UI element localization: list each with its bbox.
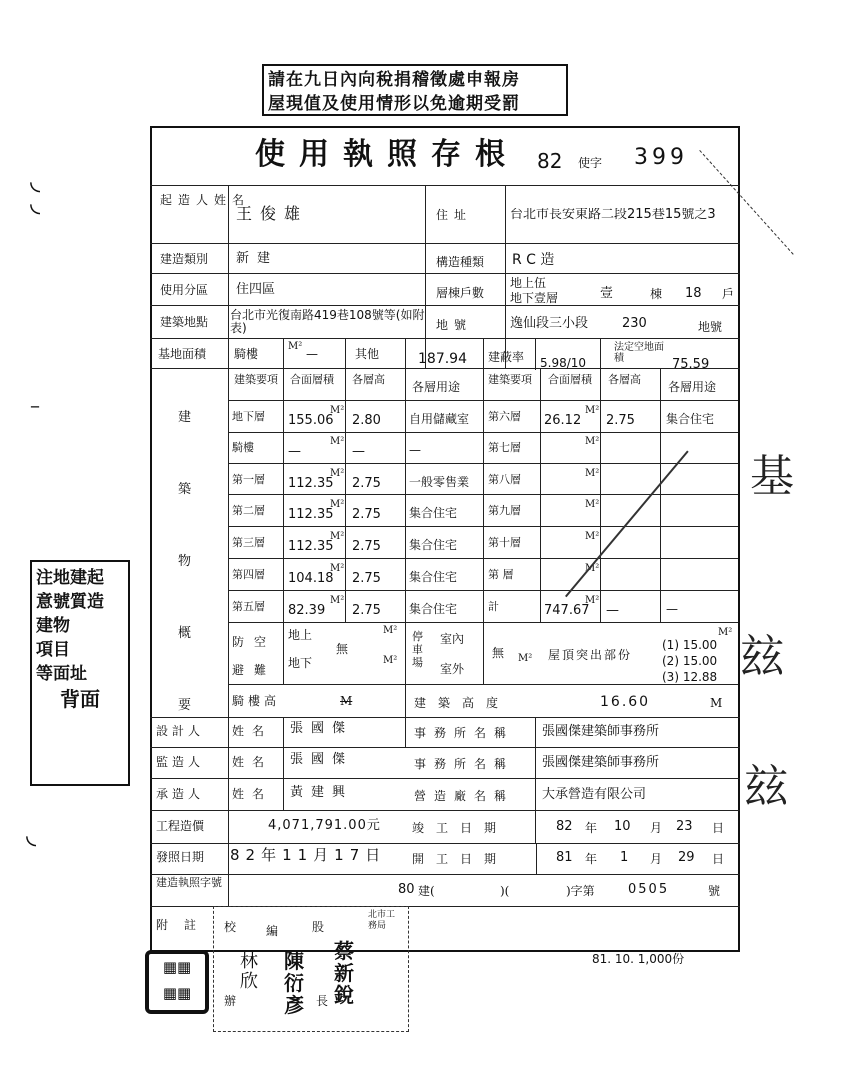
permit-no-suffix: 號 xyxy=(708,884,721,898)
roof-height-2: (2) 15.00 xyxy=(662,654,718,668)
other-area: 187.94 xyxy=(418,351,467,367)
completion-day: 23 xyxy=(676,819,693,834)
contractor-name-label: 姓名 xyxy=(232,787,273,801)
floor-use-left: 自用儲藏室 xyxy=(409,412,470,426)
margin-mark-1: 基 xyxy=(750,451,794,502)
floor-area-right: 26.12 xyxy=(544,413,582,428)
col-area-head-left: 合面層積 xyxy=(290,373,334,386)
office-seal-text: 北市工務局 xyxy=(368,910,396,931)
roof-height-3: (3) 12.88 xyxy=(662,670,718,684)
household-unit: 戶 xyxy=(722,287,735,301)
floor-height-left: 2.75 xyxy=(352,507,381,522)
floor-area-unit-left: M² xyxy=(330,563,345,574)
completion-day-unit: 日 xyxy=(712,821,725,835)
parking-label: 停車場 xyxy=(412,630,423,669)
start-day: 29 xyxy=(678,850,695,865)
shelter-label: 防空避難 xyxy=(232,635,277,677)
site-area-label: 基地面積 xyxy=(158,347,207,361)
side-stamp-line-5: 等面址 xyxy=(36,664,87,684)
floor-name-right: 第九層 xyxy=(488,504,521,517)
arcade-area-label: 騎樓 xyxy=(234,347,259,361)
notice-line-1: 請在九日內向稅捐稽徵處申報房 xyxy=(268,70,520,90)
permit-number: 399 xyxy=(634,145,688,170)
supervisor-label: 監造人 xyxy=(156,755,205,769)
signature-2: 陳衍彥 xyxy=(284,949,304,1017)
floor-use-right: 集合住宅 xyxy=(666,412,715,426)
floor-use-left: — xyxy=(409,443,421,457)
floor-height-left: 2.75 xyxy=(352,603,381,618)
structure-type: R C 造 xyxy=(512,252,555,268)
parking-indoor-label: 室內 xyxy=(440,632,465,646)
floor-name-left: 地下層 xyxy=(232,410,265,423)
floor-name-left: 第二層 xyxy=(232,504,265,517)
shelter-unit-1: M² xyxy=(383,625,398,636)
floor-area-left: 112.35 xyxy=(288,539,334,554)
floor-name-right: 第十層 xyxy=(488,536,521,549)
land-number-label: 地號 xyxy=(436,318,473,332)
floor-area-unit-right: M² xyxy=(585,468,600,479)
start-year-unit: 年 xyxy=(585,852,598,866)
notice-side-stamp xyxy=(30,560,130,786)
parking-outdoor-label: 室外 xyxy=(440,662,465,676)
floor-name-left: 騎樓 xyxy=(232,441,254,454)
floor-name-left: 第五層 xyxy=(232,600,265,613)
completion-month-unit: 月 xyxy=(650,821,663,835)
remarks-label: 附註 xyxy=(156,918,213,932)
building-height-unit: M xyxy=(710,696,723,710)
floor-area-right: 747.67 xyxy=(544,603,590,618)
floor-name-right: 第七層 xyxy=(488,441,521,454)
applicant-label: 起造人姓名 xyxy=(160,193,251,207)
floor-area-unit-right: M² xyxy=(585,499,600,510)
floor-name-left: 第一層 xyxy=(232,473,265,486)
floor-height-left: 2.75 xyxy=(352,476,381,491)
construction-type: 新建 xyxy=(236,251,279,266)
floor-height-left: 2.75 xyxy=(352,539,381,554)
zoning-value: 住四區 xyxy=(236,282,276,297)
floor-height-left: 2.75 xyxy=(352,571,381,586)
supervisor-office-label: 事務所名稱 xyxy=(414,757,515,771)
margin-mark-2: 玆 xyxy=(740,631,784,682)
sig-label-b: 編 xyxy=(266,924,279,938)
arcade-height-label: 騎樓 xyxy=(232,694,265,708)
permit-no-year: 80 xyxy=(398,882,415,897)
zoning-label: 使用分區 xyxy=(160,283,209,297)
floor-use-left: 一般零售業 xyxy=(409,475,470,489)
floors-label: 層棟戶數 xyxy=(436,286,485,300)
floor-area-unit-left: M² xyxy=(330,531,345,542)
sig-label-c: 股 xyxy=(312,920,325,934)
sig-label-e: 辦 xyxy=(224,994,237,1008)
floor-area-left: 82.39 xyxy=(288,603,326,618)
page-title: 使用執照存根 xyxy=(255,137,519,172)
applicant-address: 台北市長安東路二段215巷15號之3 xyxy=(510,208,716,222)
building-height-value: 16.60 xyxy=(600,694,651,710)
section-label: 建築物概要 xyxy=(178,410,192,713)
designer-office-label: 事務所名稱 xyxy=(414,726,515,740)
permit-no-number: 0505 xyxy=(628,882,670,897)
site-address: 台北市光復南路419巷108號等(如附表) xyxy=(230,308,425,335)
official-seal-glyphs: ▦▦ ▦▦ xyxy=(162,958,192,1002)
punch-mark-1: ◟ xyxy=(30,166,41,196)
designer-name: 張國傑 xyxy=(290,721,354,736)
floor-area-unit-left: M² xyxy=(330,499,345,510)
floor-name-right: 計 xyxy=(488,600,499,613)
floor-area-left: 112.35 xyxy=(288,507,334,522)
floor-use-left: 集合住宅 xyxy=(409,538,458,552)
coverage-label: 建蔽率 xyxy=(488,350,525,364)
roof-label: 屋頂突出部份 xyxy=(548,648,633,662)
shelter-above-label: 地上 xyxy=(288,628,313,642)
completion-label: 竣工日期 xyxy=(412,821,509,835)
side-stamp-back: 背面 xyxy=(60,687,100,711)
designer-label: 設計人 xyxy=(156,724,205,738)
construction-type-label: 建造類別 xyxy=(160,252,209,266)
permit-word: 使字 xyxy=(578,156,603,170)
structure-label: 構造種類 xyxy=(436,255,485,269)
punch-mark-4: ◟ xyxy=(26,820,37,850)
permit-no-prefix: 建( xyxy=(418,884,435,898)
floor-area-left: 104.18 xyxy=(288,571,334,586)
floor-use-left: 集合住宅 xyxy=(409,570,458,584)
signature-3: 蔡新銳 xyxy=(334,939,354,1007)
address-label: 住址 xyxy=(436,208,473,222)
floor-name-left: 第四層 xyxy=(232,568,265,581)
contractor-name: 黃建興 xyxy=(290,785,354,800)
start-year: 81 xyxy=(556,850,573,865)
signature-1: 林欣 xyxy=(240,951,258,992)
completion-month: 10 xyxy=(614,819,631,834)
col-item-head-left: 建築要項 xyxy=(234,373,278,386)
land-number-suffix: 地號 xyxy=(698,320,723,334)
col-area-head-right: 合面層積 xyxy=(548,373,592,386)
household-count: 18 xyxy=(685,286,702,301)
permit-year: 82 xyxy=(537,149,563,173)
parking-value: 無 xyxy=(492,646,505,660)
cost-label: 工程造價 xyxy=(156,819,205,833)
shelter-below-label: 地下 xyxy=(288,656,313,670)
supervisor-office: 張國傑建築師事務所 xyxy=(542,755,660,770)
floor-area-unit-right: M² xyxy=(585,595,600,606)
start-month-unit: 月 xyxy=(650,852,663,866)
shelter-value: 無 xyxy=(336,642,349,656)
sig-label-a: 校 xyxy=(224,920,237,934)
floor-use-left: 集合住宅 xyxy=(409,602,458,616)
designer-office: 張國傑建築師事務所 xyxy=(542,724,660,739)
building-height-label: 建築高度 xyxy=(414,696,511,710)
side-stamp-line-4: 項目 xyxy=(36,640,70,660)
floor-name-right: 第 層 xyxy=(488,568,514,581)
floor-height-right: — xyxy=(606,603,619,618)
building-unit: 棟 xyxy=(650,287,663,301)
floor-name-left: 第三層 xyxy=(232,536,265,549)
unit-m2: M² xyxy=(288,341,303,352)
start-day-unit: 日 xyxy=(712,852,725,866)
arcade-height-value: M xyxy=(340,694,353,708)
floor-area-left: — xyxy=(288,444,301,459)
floor-name-right: 第八層 xyxy=(488,473,521,486)
permit-no-label: 建造執照字號 xyxy=(156,876,222,889)
arcade-area: — xyxy=(306,347,318,361)
start-label: 開工日期 xyxy=(412,852,509,866)
arcade-height-label-2: 高 xyxy=(264,694,277,708)
floors-above: 地上伍 xyxy=(510,276,547,290)
site-label: 建築地點 xyxy=(160,315,209,329)
col-item-head-right: 建築要項 xyxy=(488,373,532,386)
col-use-head-right: 各層用途 xyxy=(668,380,717,394)
side-stamp-line-3: 建物 xyxy=(36,616,70,636)
coverage-value: 5.98/10 xyxy=(540,356,587,370)
roof-height-1: (1) 15.00 xyxy=(662,638,718,652)
punch-mark-2: ◟ xyxy=(30,188,41,218)
building-count: 壹 xyxy=(600,286,614,301)
land-number: 230 xyxy=(622,316,647,331)
col-use-head-left: 各層用途 xyxy=(412,380,461,394)
floor-height-left: 2.80 xyxy=(352,413,381,428)
supervisor-name: 張國傑 xyxy=(290,752,354,767)
land-section: 逸仙段三小段 xyxy=(510,316,589,331)
floor-use-left: 集合住宅 xyxy=(409,506,458,520)
notice-line-2: 屋現值及使用情形以免逾期受罰 xyxy=(268,94,520,114)
floor-use-right: — xyxy=(666,602,678,616)
legal-open-label: 法定空地面積 xyxy=(614,342,664,364)
start-month: 1 xyxy=(620,850,629,865)
floor-area-unit-left: M² xyxy=(330,436,345,447)
floor-area-unit-right: M² xyxy=(585,405,600,416)
contractor-label: 承造人 xyxy=(156,787,205,801)
floor-height-left: — xyxy=(352,444,365,459)
cost-value: 4,071,791.00元 xyxy=(268,818,381,833)
parking-unit: M² xyxy=(518,653,533,664)
roof-unit: M² xyxy=(718,627,733,638)
permit-no-end: )字第 xyxy=(566,884,595,898)
contractor-firm-label: 營造廠名稱 xyxy=(414,789,515,803)
permit-no-mid: )( xyxy=(500,884,510,898)
floor-area-unit-right: M² xyxy=(585,436,600,447)
margin-mark-3: 玆 xyxy=(744,761,788,812)
floor-area-left: 112.35 xyxy=(288,476,334,491)
floor-area-unit-right: M² xyxy=(585,563,600,574)
shelter-unit-2: M² xyxy=(383,655,398,666)
side-stamp-line-2: 意號質造 xyxy=(36,592,104,612)
punch-mark-3: – xyxy=(30,393,40,417)
side-stamp-line-1: 注地建起 xyxy=(36,568,104,588)
tax-notice-stamp xyxy=(262,64,568,116)
floor-name-right: 第六層 xyxy=(488,410,521,423)
designer-name-label: 姓名 xyxy=(232,724,273,738)
floor-area-left: 155.06 xyxy=(288,413,334,428)
applicant-name: 王俊雄 xyxy=(236,204,309,223)
floor-area-unit-right: M² xyxy=(585,531,600,542)
floor-height-right: 2.75 xyxy=(606,413,635,428)
contractor-firm: 大承營造有限公司 xyxy=(542,787,647,802)
col-height-head-right: 各層高 xyxy=(608,373,641,386)
print-note: 81. 10. 1,000份 xyxy=(592,952,685,966)
floor-area-unit-left: M² xyxy=(330,595,345,606)
other-area-label: 其他 xyxy=(355,347,380,361)
completion-year: 82 xyxy=(556,819,573,834)
official-seal xyxy=(145,950,209,1014)
floor-area-unit-left: M² xyxy=(330,405,345,416)
supervisor-name-label: 姓名 xyxy=(232,755,273,769)
floors-below: 地下壹層 xyxy=(510,291,559,305)
col-height-head-left: 各層高 xyxy=(352,373,385,386)
floor-area-unit-left: M² xyxy=(330,468,345,479)
sig-label-d: 長 xyxy=(316,994,329,1008)
completion-year-unit: 年 xyxy=(585,821,598,835)
legal-open-area: 75.59 xyxy=(672,357,710,372)
issue-label: 發照日期 xyxy=(156,850,205,864)
issue-date: 82年11月17日 xyxy=(230,846,387,864)
